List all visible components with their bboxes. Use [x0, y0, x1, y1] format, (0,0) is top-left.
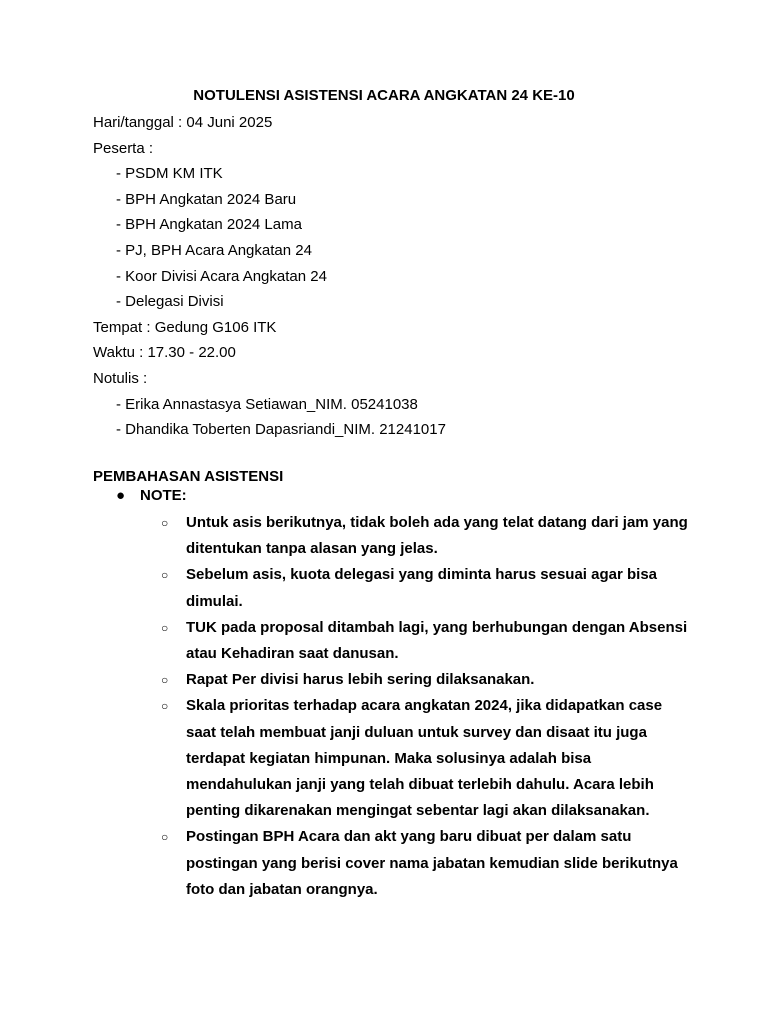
participant-item: - PJ, BPH Acara Angkatan 24 — [116, 241, 312, 259]
note-taker-item: - Erika Annastasya Setiawan_NIM. 05241038 — [116, 395, 418, 413]
note-text: Rapat Per divisi harus lebih sering dilaksanakan. — [186, 671, 535, 689]
note-text: Untuk asis berikutnya, tidak boleh ada yang telat datang dari jam yang ditentukan tanpa alasan yang jelas. — [186, 514, 688, 558]
circle-bullet-icon: ○ — [161, 673, 169, 688]
participant-item: - Delegasi Divisi — [116, 293, 224, 311]
note-taker-item: - Dhandika Toberten Dapasriandi_NIM. 21241017 — [116, 421, 446, 439]
note-takers-label: Notulis : — [93, 369, 148, 387]
participant-item: - Koor Divisi Acara Angkatan 24 — [116, 267, 327, 285]
note-label: NOTE: — [140, 487, 187, 504]
participant-item: - PSDM KM ITK — [116, 165, 223, 183]
list-item — [161, 562, 691, 614]
list-item — [161, 693, 691, 824]
list-item — [161, 667, 691, 693]
circle-bullet-icon: ○ — [161, 620, 169, 635]
notes-list — [161, 510, 691, 903]
document-title: NOTULENSI ASISTENSI ACARA ANGKATAN 24 KE-10 — [193, 87, 575, 104]
circle-bullet-icon: ○ — [161, 830, 169, 845]
list-item — [161, 824, 691, 903]
participant-item: - BPH Angkatan 2024 Lama — [116, 216, 302, 234]
list-item — [161, 615, 691, 667]
place-line: Tempat : Gedung G106 ITK — [93, 318, 277, 336]
participants-label: Peserta : — [93, 139, 154, 157]
section-title: PEMBAHASAN ASISTENSI — [93, 468, 284, 485]
meeting-info — [93, 110, 446, 443]
date-line: Hari/tanggal : 04 Juni 2025 — [93, 114, 273, 131]
note-text: Postingan BPH Acara dan akt yang baru dibuat per dalam satu postingan yang berisi cover nama jabatan kemudian slide berikutnya foto dan jabatan orangnya. — [186, 828, 678, 898]
circle-bullet-icon: ○ — [161, 699, 169, 714]
circle-bullet-icon: ○ — [161, 568, 169, 583]
participant-item: - BPH Angkatan 2024 Baru — [116, 190, 297, 208]
note-text: TUK pada proposal ditambah lagi, yang berhubungan dengan Absensi atau Kehadiran saat danusan. — [186, 618, 688, 663]
note-text: Skala prioritas terhadap acara angkatan 2024, jika didapatkan case saat telah membuat janji duluan untuk survey dan disaat itu juga terdapat kegiatan himpunan. Maka solusinya adalah bisa mendahulukan janji yang telah dibuat terlebih dahulu. Acara lebih penting dikarenakan mengingat sebentar lagi akan dilaksanakan. — [186, 697, 663, 820]
note-text: Sebelum asis, kuota delegasi yang diminta harus sesuai agar bisa dimulai. — [186, 566, 658, 610]
bullet-icon: ● — [116, 487, 126, 504]
list-item — [161, 510, 691, 562]
circle-bullet-icon: ○ — [161, 516, 169, 530]
time-line: Waktu : 17.30 - 22.00 — [93, 344, 236, 362]
note-heading — [116, 486, 187, 506]
